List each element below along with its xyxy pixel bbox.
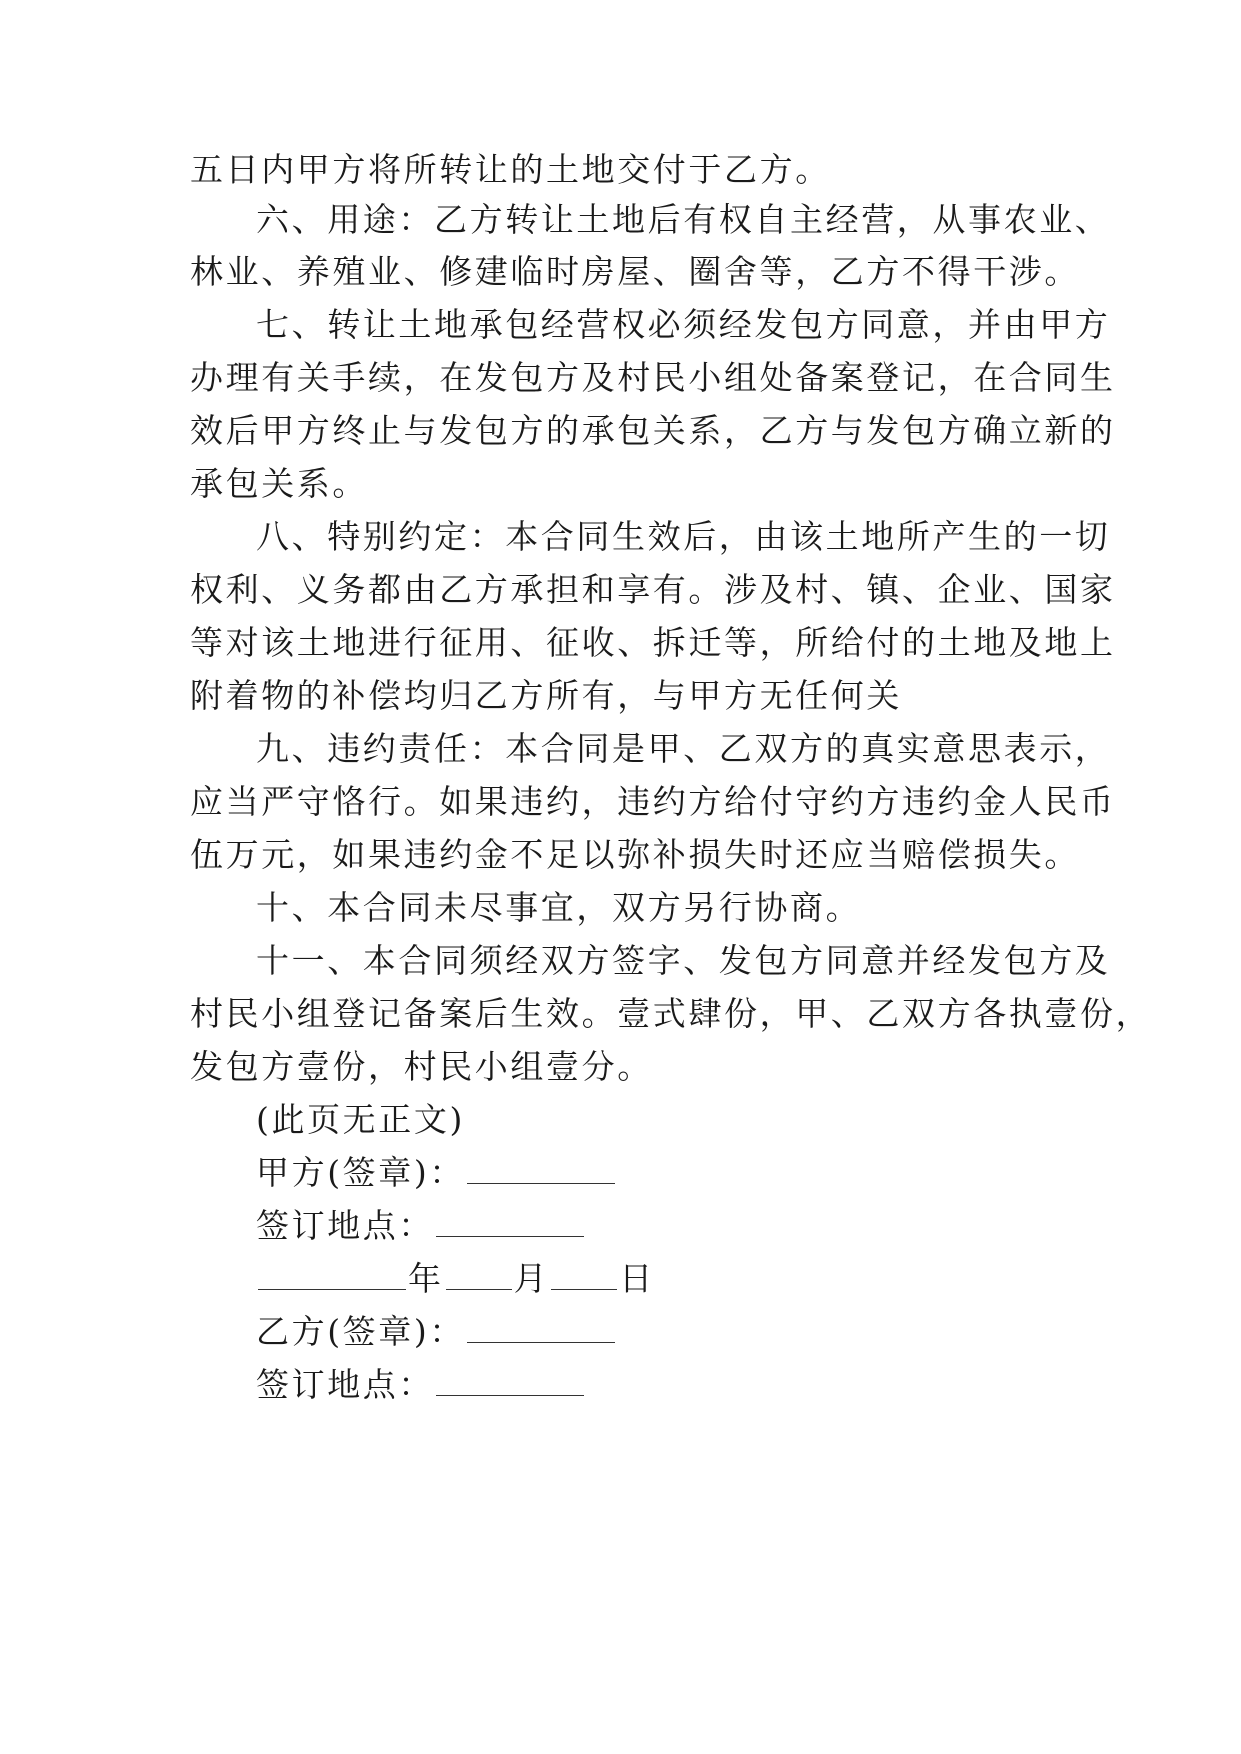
signing-place-line-2 xyxy=(256,1365,586,1405)
paragraph-line: 发包方壹份，村民小组壹分。 xyxy=(190,1047,653,1086)
paragraph-line: 权利、义务都由乙方承担和享有。涉及村、镇、企业、国家 xyxy=(190,570,1116,609)
paragraph-line: 伍万元，如果违约金不足以弥补损失时还应当赔偿损失。 xyxy=(190,835,1080,874)
paragraph-line: 承包关系。 xyxy=(190,464,368,503)
party-a-signature-blank xyxy=(467,1153,615,1184)
paragraph-line: 应当严守恪行。如果违约，违约方给付守约方违约金人民币 xyxy=(190,782,1116,821)
month-blank xyxy=(446,1259,512,1290)
paragraph-line: 村民小组登记备案后生效。壹式肆份，甲、乙双方各执壹份， xyxy=(190,994,1152,1033)
no-body-note: (此页无正文) xyxy=(256,1100,465,1139)
paragraph-line: 效后甲方终止与发包方的承包关系，乙方与发包方确立新的 xyxy=(190,411,1116,450)
signing-place-line-1 xyxy=(256,1206,586,1246)
signing-place-label: 签订地点： xyxy=(256,1365,434,1404)
paragraph-line: 五日内甲方将所转让的土地交付于乙方。 xyxy=(190,150,831,189)
paragraph-line: 等对该土地进行征用、征收、拆迁等，所给付的土地及地上 xyxy=(190,623,1116,662)
clause-7-line: 七、转让土地承包经营权必须经发包方同意，并由甲方 xyxy=(256,305,1111,344)
month-label: 月 xyxy=(513,1259,550,1298)
signing-place-blank xyxy=(436,1365,584,1396)
party-b-signature-line xyxy=(256,1312,617,1352)
year-label: 年 xyxy=(408,1259,444,1298)
signing-place-label: 签订地点： xyxy=(256,1206,434,1245)
clause-6-line: 六、用途：乙方转让土地后有权自主经营，从事农业、 xyxy=(256,200,1111,239)
party-a-signature-line xyxy=(256,1153,617,1193)
day-blank xyxy=(551,1259,617,1290)
day-label: 日 xyxy=(619,1259,655,1298)
clause-8-line: 八、特别约定：本合同生效后，由该土地所产生的一切 xyxy=(256,517,1111,556)
clause-11-line: 十一、本合同须经双方签字、发包方同意并经发包方及 xyxy=(256,941,1111,980)
signing-place-blank xyxy=(436,1206,584,1237)
year-blank xyxy=(258,1259,406,1290)
paragraph-line: 林业、养殖业、修建临时房屋、圈舍等，乙方不得干涉。 xyxy=(190,252,1080,291)
clause-9-line: 九、违约责任：本合同是甲、乙双方的真实意思表示， xyxy=(256,729,1111,768)
party-b-signature-blank xyxy=(467,1312,615,1343)
paragraph-line: 附着物的补偿均归乙方所有，与甲方无任何关 xyxy=(190,676,902,715)
paragraph-line: 办理有关手续，在发包方及村民小组处备案登记，在合同生 xyxy=(190,358,1116,397)
date-line xyxy=(256,1259,655,1299)
clause-10-line: 十、本合同未尽事宜，双方另行协商。 xyxy=(256,888,862,927)
party-a-label: 甲方(签章)： xyxy=(256,1153,465,1192)
party-b-label: 乙方(签章)： xyxy=(256,1312,465,1351)
